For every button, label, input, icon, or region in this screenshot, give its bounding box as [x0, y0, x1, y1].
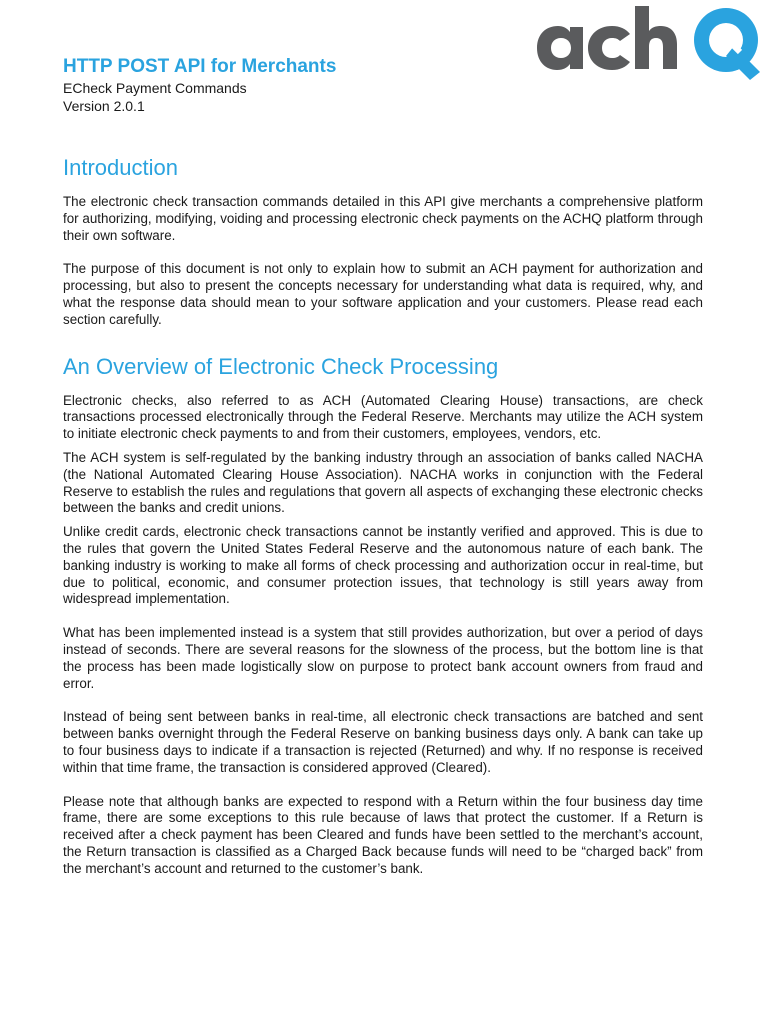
achq-logo — [536, 0, 768, 84]
section-heading-overview: An Overview of Electronic Check Processing — [63, 353, 499, 379]
document-version: Version 2.0.1 — [63, 98, 145, 114]
overview-paragraph: What has been implemented instead is a system that still provides authorization, but over a period of days instead of seconds. There are several reasons for the slowness of the process, but the bottom line is that the process has been made logistically slow on purpose to protect bank account owners from fraud and error. — [63, 625, 703, 691]
logo-q-icon — [694, 8, 760, 80]
document-header — [63, 55, 336, 115]
overview-paragraph: The ACH system is self-regulated by the banking industry through an association of banks called NACHA (the National Automated Clearing House Association). NACHA works in conjunction with the Federal Reserve to establish the rules and regulations that govern all aspects of exchanging these electronic checks between the banks and credit unions. — [63, 449, 703, 516]
overview-paragraph: Electronic checks, also referred to as ACH (Automated Clearing House) transactions, are check transactions processed electronically through the Federal Reserve. Merchants may utilize the ACH system to initiate electronic check payments to and from their customers, employees, vendors, etc. — [63, 392, 703, 442]
section-heading-introduction: Introduction — [63, 155, 178, 180]
overview-paragraph: Instead of being sent between banks in real-time, all electronic check transactions are batched and sent between banks overnight through the Federal Reserve on banking business days only. A bank can take up to four business days to indicate if a transaction is rejected (Returned) and why. If no response is received within that time frame, the transaction is considered approved (Cleared). — [63, 709, 703, 775]
intro-paragraph: The electronic check transaction commands detailed in this API give merchants a comprehensive platform for authorizing, modifying, voiding and processing electronic check payments on the ACHQ platform through their own software. — [63, 194, 703, 243]
document-body — [63, 152, 703, 878]
intro-paragraph: The purpose of this document is not only to explain how to submit an ACH payment for authorization and processing, but also to present the concepts necessary for understanding what data is required, why, and what the response data should mean to your software application and your customers. Please read each section carefully. — [63, 261, 703, 327]
document-title: HTTP POST API for Merchants — [63, 56, 337, 77]
overview-paragraph: Unlike credit cards, electronic check transactions cannot be instantly verified and approved. This is due to the rules that govern the United States Federal Reserve and the autonomous nature of each bank. The banking industry is working to make all forms of check processing and authorization occur in real-time, but due to political, economic, and consumer protection issues, that technology is still years away from widespread implementation. — [63, 524, 703, 607]
overview-paragraph: Please note that although banks are expected to respond with a Return within the four business day time frame, there are some exceptions to this rule because of laws that protect the customer. If a Return is received after a check payment has been Cleared and funds have been settled to the merchant’s account, the Return transaction is classified as a Charged Back because funds will need to be “charged back” from the merchant’s account and returned to the customer’s bank. — [63, 793, 703, 876]
logo-letters — [537, 6, 677, 70]
document-subtitle: ECheck Payment Commands — [63, 80, 247, 96]
